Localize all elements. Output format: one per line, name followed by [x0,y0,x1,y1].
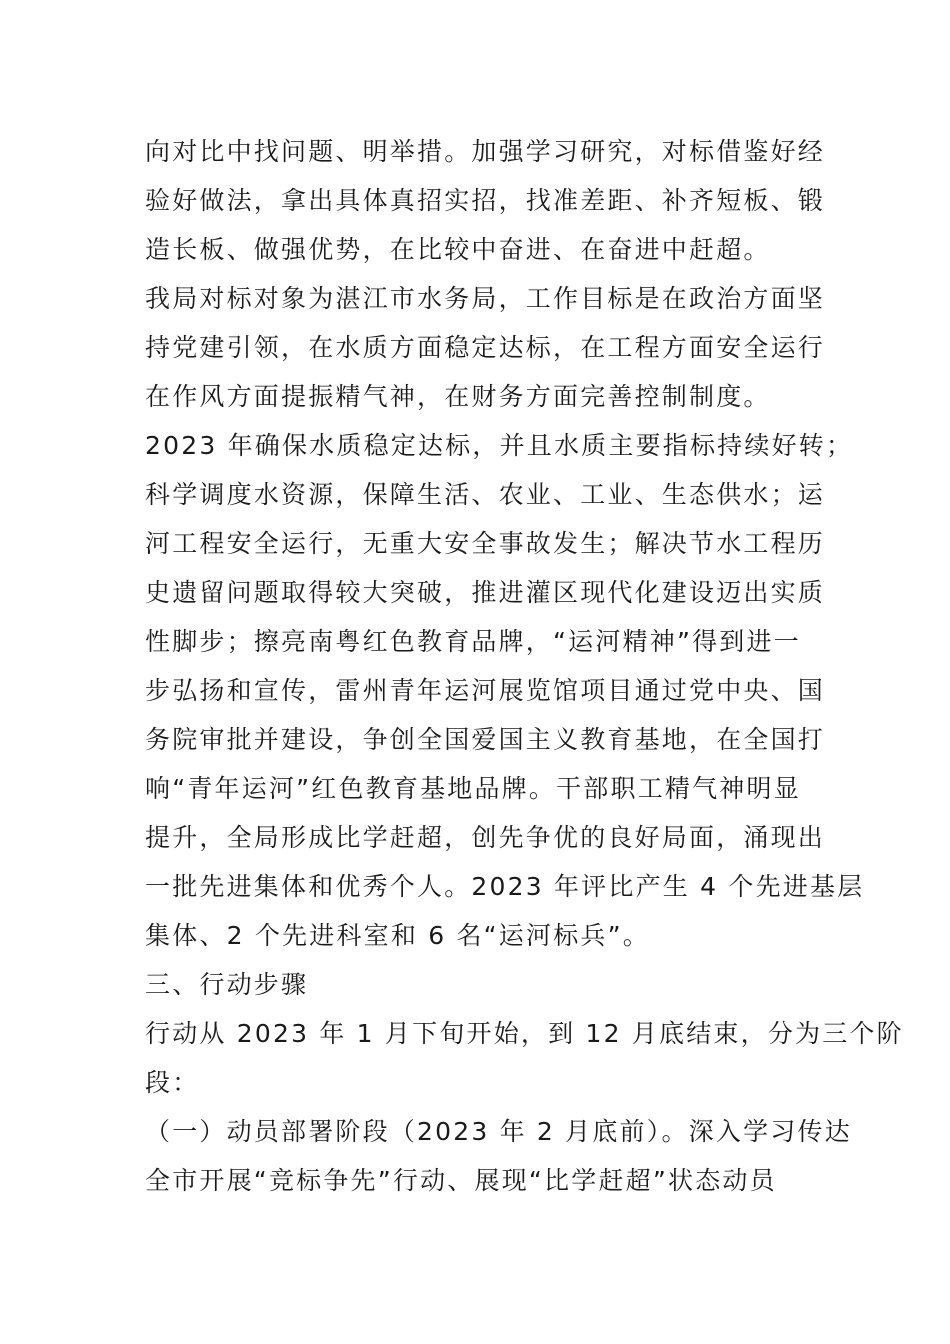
document-body [145,127,904,1205]
text-line: 步弘扬和宣传，雷州青年运河展览馆项目通过党中央、国 [145,676,826,705]
text-line: 验好做法，拿出具体真招实招，找准差距、补齐短板、锻 [145,186,826,215]
text-line: 向对比中找问题、明举措。加强学习研究，对标借鉴好经 [145,137,826,166]
text-line: 持党建引领，在水质方面稳定达标，在工程方面安全运行 [145,333,826,362]
text-line: 我局对标对象为湛江市水务局，工作目标是在政治方面坚 [145,284,826,313]
text-line: 科学调度水资源，保障生活、农业、工业、生态供水；运 [145,480,826,509]
text-line: 务院审批并建设，争创全国爱国主义教育基地，在全国打 [145,725,826,754]
text-line: 性脚步；擦亮南粤红色教育品牌，“运河精神”得到进一 [145,627,801,656]
text-line: 造长板、做强优势，在比较中奋进、在奋进中赶超。 [145,235,771,264]
text-line: 2023 年确保水质稳定达标，并且水质主要指标持续好转； [145,431,854,460]
text-line: 行动从 2023 年 1 月下旬开始，到 12 月底结束，分为三个阶 [145,1019,904,1048]
text-line: 段： [145,1068,200,1097]
text-line: 河工程安全运行，无重大安全事故发生；解决节水工程历 [145,529,826,558]
text-line: 响“青年运河”红色教育基地品牌。干部职工精气神明显 [145,774,801,803]
text-line: 在作风方面提振精气神，在财务方面完善控制制度。 [145,382,771,411]
text-line: （一）动员部署阶段（2023 年 2 月底前）。深入学习传达 [145,1117,852,1146]
text-line: 一批先进集体和优秀个人。2023 年评比产生 4 个先进基层 [145,872,865,901]
section-heading: 三、行动步骤 [145,970,309,999]
text-line: 史遗留问题取得较大突破，推进灌区现代化建设迈出实质 [145,578,826,607]
text-line: 提升，全局形成比学赶超，创先争优的良好局面，涌现出 [145,823,826,852]
text-line: 集体、2 个先进科室和 6 名“运河标兵”。 [145,921,650,950]
text-line: 全市开展“竞标争先”行动、展现“比学赶超”状态动员 [145,1166,777,1195]
